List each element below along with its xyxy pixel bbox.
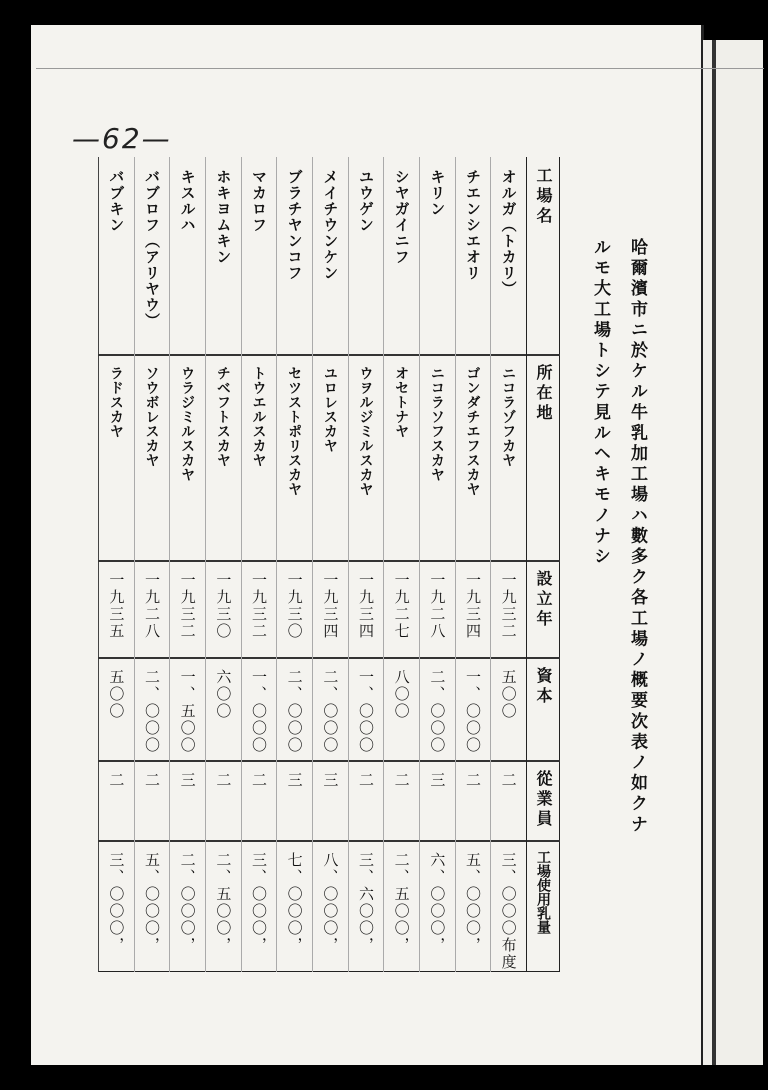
milk-value: 三、〇〇〇，	[107, 852, 126, 954]
cell-location	[348, 366, 384, 558]
year-value: 一九三四	[321, 572, 340, 640]
year-value: 一九二八	[428, 572, 447, 640]
cell-name	[205, 169, 241, 352]
location-value: ラドスカヤ	[107, 366, 124, 439]
cell-location	[169, 366, 205, 558]
cell-year	[169, 572, 205, 655]
capital-value: 二、〇〇〇	[321, 669, 340, 754]
name-value: ホキヨムキン	[214, 169, 233, 265]
year-value: 一九三二	[178, 572, 197, 640]
capital-value: 一、〇〇〇	[249, 669, 268, 754]
table-row	[312, 157, 348, 972]
cell-milk	[419, 852, 455, 970]
top-rule	[36, 68, 764, 69]
cell-year	[419, 572, 455, 655]
cell-milk	[348, 852, 384, 970]
employees-value: 二	[142, 772, 161, 789]
cell-name	[455, 169, 491, 352]
cell-milk	[241, 852, 277, 970]
capital-value: 八〇〇	[392, 669, 411, 720]
page-binding-line	[712, 40, 716, 1065]
location-value: ウラジミルスカヤ	[179, 366, 196, 482]
cell-year	[276, 572, 312, 655]
table-row	[383, 157, 419, 972]
cell-location	[134, 366, 170, 558]
cell-employees	[383, 772, 419, 838]
capital-value: 二、〇〇〇	[428, 669, 447, 754]
cell-name	[348, 169, 384, 352]
table-row	[419, 157, 455, 972]
name-value: ユウゲン	[356, 169, 375, 233]
cell-employees	[348, 772, 384, 838]
cell-employees	[490, 772, 526, 838]
cell-employees	[455, 772, 491, 838]
year-value: 一九三〇	[285, 572, 304, 640]
capital-value: 一、〇〇〇	[356, 669, 375, 754]
cell-employees	[169, 772, 205, 838]
cell-name	[169, 169, 205, 352]
cell-milk	[455, 852, 491, 970]
cell-location	[490, 366, 526, 558]
year-value: 一九三五	[107, 572, 126, 640]
cell-year	[134, 572, 170, 655]
milk-value: 八、〇〇〇，	[321, 852, 340, 954]
cell-employees	[205, 772, 241, 838]
year-value: 一九三二	[499, 572, 518, 640]
row-separator	[241, 157, 242, 972]
cell-location	[383, 366, 419, 558]
heading-line-2: ルモ大工場トシテ見ルヘキモノナシ	[590, 238, 610, 568]
cell-capital	[134, 669, 170, 758]
cell-employees	[134, 772, 170, 838]
table-row	[455, 157, 491, 972]
cell-employees	[241, 772, 277, 838]
cell-capital	[490, 669, 526, 758]
heading-line-1: 哈爾濱市ニ於ケル牛乳加工場ハ數多ク各工場ノ概要次表ノ如クナ	[627, 238, 647, 836]
employees-value: 二	[249, 772, 268, 789]
cell-year	[241, 572, 277, 655]
cell-milk	[205, 852, 241, 970]
cell-name	[419, 169, 455, 352]
table-row	[276, 157, 312, 972]
milk-value: 五、〇〇〇，	[142, 852, 161, 954]
location-value: ソウボレスカヤ	[143, 366, 160, 468]
row-separator	[455, 157, 456, 972]
name-value: バブキン	[107, 169, 126, 233]
location-value: トウエルスカヤ	[250, 366, 267, 468]
capital-value: 二、〇〇〇	[285, 669, 304, 754]
header-cell-capital	[526, 667, 560, 758]
table-row	[348, 157, 384, 972]
cell-milk	[98, 852, 134, 970]
milk-value: 三、〇〇〇布度	[499, 852, 518, 971]
capital-value: 五〇〇	[499, 669, 518, 720]
table-row	[490, 157, 526, 972]
cell-employees	[312, 772, 348, 838]
cell-milk	[169, 852, 205, 970]
cell-year	[490, 572, 526, 655]
milk-value: 三、〇〇〇，	[249, 852, 268, 954]
row-separator	[169, 157, 170, 972]
capital-value: 六〇〇	[214, 669, 233, 720]
cell-capital	[419, 669, 455, 758]
cell-name	[276, 169, 312, 352]
row-separator	[419, 157, 420, 972]
cell-name	[383, 169, 419, 352]
employees-value: 二	[499, 772, 518, 789]
year-value: 一九二八	[142, 572, 161, 640]
cell-capital	[276, 669, 312, 758]
name-value: バブロフ（アリヤウ）	[142, 169, 161, 329]
row-separator	[205, 157, 206, 972]
cell-milk	[383, 852, 419, 970]
cell-year	[98, 572, 134, 655]
capital-value: 五〇〇	[107, 669, 126, 720]
cell-capital	[98, 669, 134, 758]
cell-location	[455, 366, 491, 558]
milk-value: 五、〇〇〇，	[463, 852, 482, 954]
header-cell-location	[526, 364, 560, 558]
cell-year	[383, 572, 419, 655]
milk-value: 二、五〇〇，	[214, 852, 233, 954]
cell-location	[98, 366, 134, 558]
employees-value: 三	[178, 772, 197, 789]
table-row	[241, 157, 277, 972]
cell-milk	[134, 852, 170, 970]
name-value: シヤガイニフ	[392, 169, 411, 265]
cell-capital	[455, 669, 491, 758]
factory-table	[98, 157, 560, 972]
capital-value: 二、〇〇〇	[142, 669, 161, 754]
row-separator	[312, 157, 313, 972]
header-capital: 資本	[534, 667, 553, 707]
employees-value: 三	[321, 772, 340, 789]
location-value: オセトナヤ	[393, 366, 410, 439]
year-value: 一九三四	[356, 572, 375, 640]
cell-year	[312, 572, 348, 655]
row-separator	[348, 157, 349, 972]
header-cell-employees	[526, 770, 560, 838]
employees-value: 二	[107, 772, 126, 789]
milk-value: 六、〇〇〇，	[428, 852, 447, 954]
header-cell-milk	[526, 850, 560, 970]
cell-capital	[169, 669, 205, 758]
header-year: 設立年	[534, 570, 553, 630]
row-separator	[490, 157, 491, 972]
name-value: キリン	[428, 169, 447, 217]
capital-value: 一、五〇〇	[178, 669, 197, 754]
row-separator	[276, 157, 277, 972]
milk-value: 七、〇〇〇，	[285, 852, 304, 954]
cell-milk	[490, 852, 526, 970]
cell-name	[241, 169, 277, 352]
cell-milk	[312, 852, 348, 970]
header-name: 工場名	[534, 167, 553, 227]
location-value: ニコラゾフカヤ	[500, 366, 517, 468]
header-cell-name	[526, 167, 560, 352]
cell-employees	[98, 772, 134, 838]
location-value: ニコラソフスカヤ	[428, 366, 445, 482]
milk-value: 三、六〇〇，	[356, 852, 375, 954]
cell-capital	[348, 669, 384, 758]
cell-location	[205, 366, 241, 558]
milk-value: 二、〇〇〇，	[178, 852, 197, 954]
cell-capital	[312, 669, 348, 758]
cell-capital	[241, 669, 277, 758]
header-location: 所在地	[534, 364, 553, 424]
cell-location	[276, 366, 312, 558]
header-separator	[526, 157, 527, 972]
employees-value: 二	[463, 772, 482, 789]
employees-value: 三	[428, 772, 447, 789]
name-value: チエンシエオリ	[463, 169, 482, 281]
name-value: マカロフ	[249, 169, 268, 233]
location-value: チベフトスカヤ	[214, 366, 231, 468]
name-value: キスルハ	[178, 169, 197, 233]
employees-value: 二	[356, 772, 375, 789]
name-value: オルガ（トカリ）	[499, 169, 518, 297]
milk-value: 二、五〇〇，	[392, 852, 411, 954]
cell-location	[312, 366, 348, 558]
name-value: メイチウンケン	[321, 169, 340, 281]
cell-milk	[276, 852, 312, 970]
location-value: ユロレスカヤ	[321, 366, 338, 453]
cell-capital	[383, 669, 419, 758]
cell-employees	[419, 772, 455, 838]
cell-location	[241, 366, 277, 558]
cell-name	[98, 169, 134, 352]
year-value: 一九三四	[463, 572, 482, 640]
cell-location	[419, 366, 455, 558]
year-value: 一九二七	[392, 572, 411, 640]
header-cell-year	[526, 570, 560, 655]
location-value: セツストポリスカヤ	[286, 366, 303, 497]
year-value: 一九三二	[249, 572, 268, 640]
table-row	[205, 157, 241, 972]
cell-name	[490, 169, 526, 352]
location-value: ウヲルジミルスカヤ	[357, 366, 374, 497]
employees-value: 二	[214, 772, 233, 789]
cell-employees	[276, 772, 312, 838]
table-row	[98, 157, 134, 972]
cell-year	[205, 572, 241, 655]
year-value: 一九三〇	[214, 572, 233, 640]
cell-name	[134, 169, 170, 352]
cell-capital	[205, 669, 241, 758]
cell-name	[312, 169, 348, 352]
capital-value: 一、〇〇〇	[463, 669, 482, 754]
table-row	[169, 157, 205, 972]
cell-year	[455, 572, 491, 655]
row-separator	[134, 157, 135, 972]
header-milk: 工場使用乳量	[535, 850, 551, 934]
employees-value: 二	[392, 772, 411, 789]
table-row	[134, 157, 170, 972]
header-column	[526, 157, 560, 972]
employees-value: 三	[285, 772, 304, 789]
location-value: ゴンダチエフスカヤ	[464, 366, 481, 497]
cell-year	[348, 572, 384, 655]
name-value: ブラチヤンコフ	[285, 169, 304, 281]
row-separator	[383, 157, 384, 972]
page-number: —62—	[72, 122, 172, 155]
header-employees: 從業員	[534, 770, 553, 830]
